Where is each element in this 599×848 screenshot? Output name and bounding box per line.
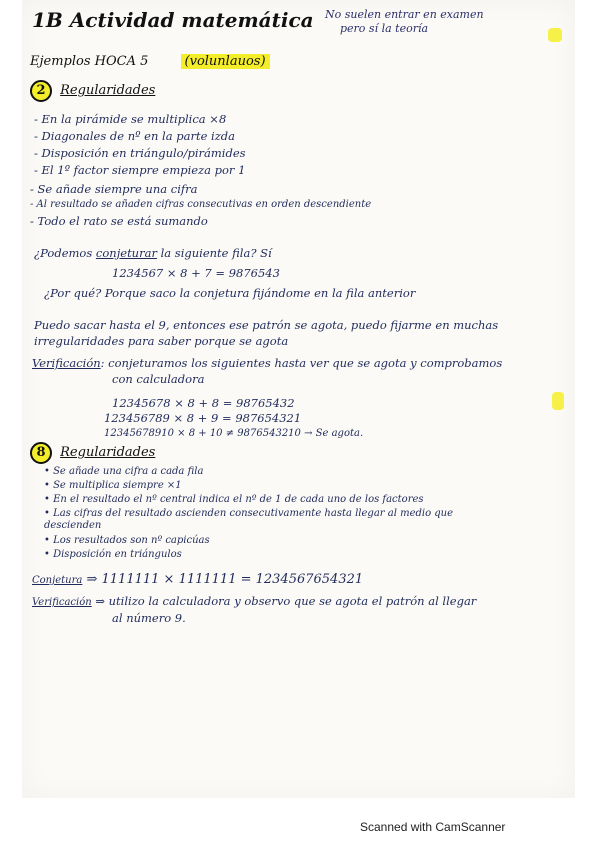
conjecture-word: conjeturar — [95, 246, 157, 260]
section2-item: - Diagonales de nº en la parte izda — [34, 129, 235, 143]
section8-verification-line1 — [32, 594, 476, 608]
conjecture-text: ⇒ 1111111 × 1111111 = 1234567654321 — [86, 572, 364, 587]
section8-number: 8 — [30, 442, 52, 464]
conjecture-label: Conjetura — [32, 575, 83, 586]
section8-item: • Se multiplica siempre ×1 — [44, 480, 182, 491]
section2-number: 2 — [30, 80, 52, 102]
section2-item: - Al resultado se añaden cifras consecutivas en orden descendiente — [30, 199, 372, 210]
verification-line1 — [32, 356, 502, 370]
section8-verification-text: ⇒ utilizo la calculadora y observo que se agota el patrón al llegar — [95, 594, 477, 608]
section2-item: - Todo el rato se está sumando — [30, 214, 208, 228]
highlight-mark-top-right — [548, 28, 562, 42]
section8-item: • En el resultado el nº central indica el nº de 1 de cada uno de los factores — [44, 494, 424, 505]
section8-verification-label: Verificación — [32, 597, 92, 608]
section2-item: - Disposición en triángulo/pirámides — [34, 146, 246, 160]
conjecture-question-post: la siguiente fila? Sí — [160, 246, 272, 260]
section2-item: - En la pirámide se multiplica ×8 — [34, 112, 227, 126]
section8-item: • Se añade una cifra a cada fila — [44, 466, 204, 477]
section2-heading-text: Regularidades — [60, 83, 156, 98]
conjecture-question — [34, 246, 272, 260]
exam-note-line1: No suelen entrar en examen — [325, 8, 484, 21]
conjecture-question-pre: ¿Podemos — [34, 246, 93, 260]
conjecture-reason: ¿Por qué? Porque saco la conjetura fijándome en la fila anterior — [44, 286, 416, 300]
highlight-mark-mid-right — [552, 392, 564, 410]
examples-subtitle-text: Ejemplos HOCA 5 — [30, 54, 149, 69]
section8-item: descienden — [44, 520, 102, 531]
section8-item: • Las cifras del resultado ascienden consecutivamente hasta llegar al medio que — [44, 508, 454, 519]
section8-heading — [30, 442, 155, 464]
section8-heading-text: Regularidades — [60, 445, 156, 460]
scanner-watermark: Scanned with CamScanner — [360, 820, 506, 834]
section2-item: - El 1º factor siempre empieza por 1 — [34, 163, 246, 177]
section8-item: • Los resultados son nº capicúas — [44, 535, 210, 546]
verification-word: Verificación — [32, 356, 101, 370]
verification-text: : conjeturamos los siguientes hasta ver que se agota y comprobamos — [100, 356, 503, 370]
calculation-1: 12345678 × 8 + 8 = 98765432 — [112, 396, 295, 410]
section8-verification-line2: al número 9. — [112, 611, 186, 625]
section8-conjecture — [32, 572, 363, 587]
section2-heading — [30, 80, 155, 102]
reasoning-line2: irregularidades para saber porque se agota — [34, 334, 289, 348]
examples-subtitle-highlight: (volunlauos) — [181, 54, 270, 69]
section8-item: • Disposición en triángulos — [44, 549, 182, 560]
calculation-2: 123456789 × 8 + 9 = 987654321 — [104, 411, 302, 425]
page-title: 1B Actividad matemática — [32, 8, 314, 32]
exam-note-line2: pero sí la teoría — [340, 22, 429, 35]
examples-subtitle — [30, 54, 270, 69]
section2-item: - Se añade siempre una cifra — [30, 182, 198, 196]
calculation-3: 12345678910 × 8 + 10 ≠ 9876543210 → Se agota. — [104, 428, 364, 439]
conjecture-equation: 1234567 × 8 + 7 = 9876543 — [112, 266, 280, 280]
reasoning-line1: Puedo sacar hasta el 9, entonces ese patrón se agota, puedo fijarme en muchas — [34, 318, 499, 332]
verification-line2: con calculadora — [112, 372, 205, 386]
